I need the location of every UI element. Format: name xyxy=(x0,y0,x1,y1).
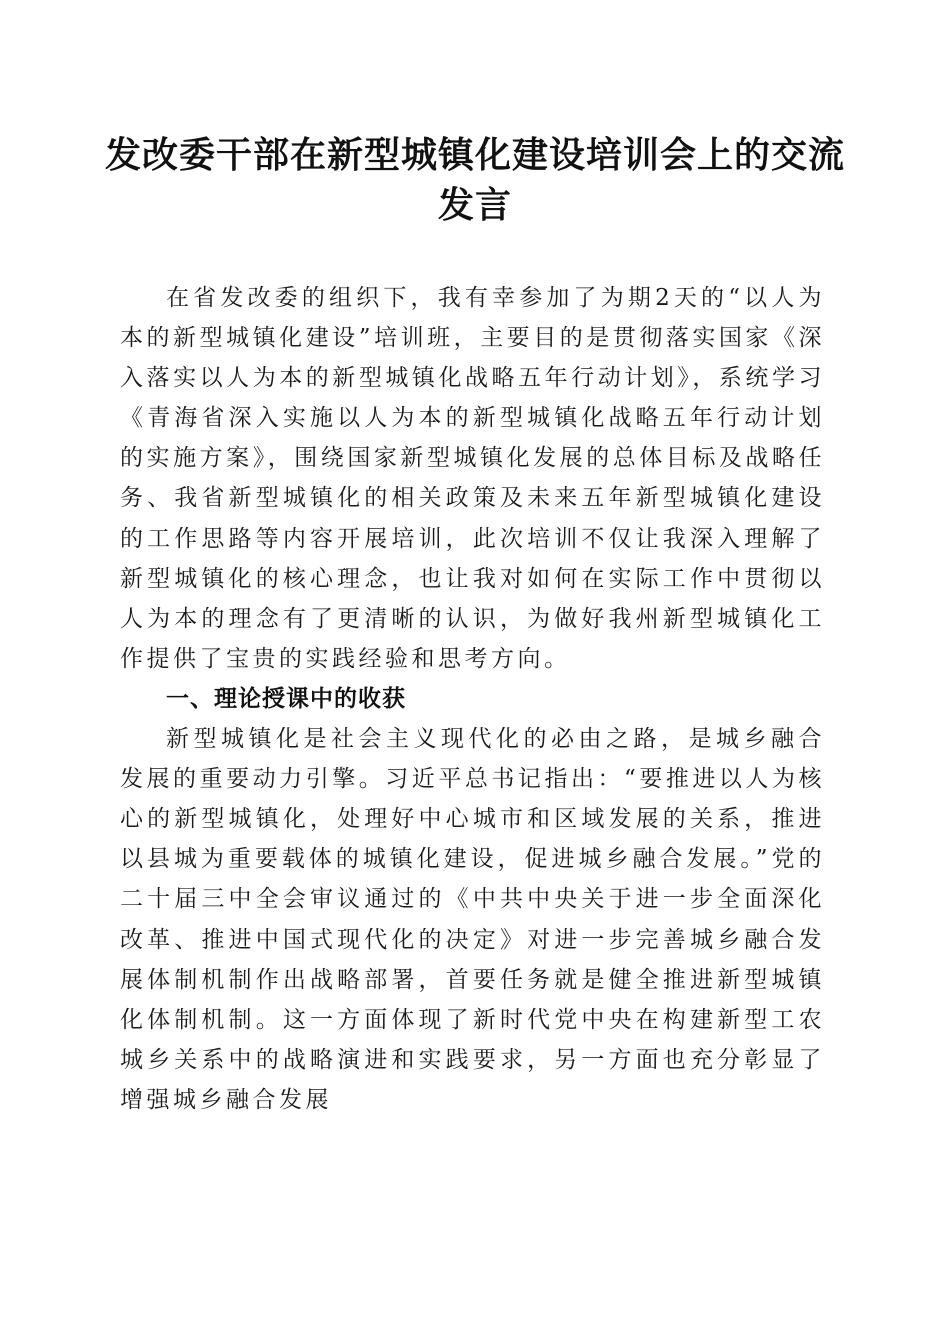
document-title: 发改委干部在新型城镇化建设培训会上的交流发言 xyxy=(104,134,845,226)
section-1-paragraph: 新型城镇化是社会主义现代化的必由之路，是城乡融合发展的重要动力引擎。习近平总书记指出：“要推进以人为核心的新型城镇化，处理好中心城市和区域发展的关系，推进以县城为重要载体的城镇化建设，促进城乡融合发展。”党的二十届三中全会审议通过的《中共中央关于进一步全面深化改革、推进中国式现代化的决定》对进一步完善城乡融合发展体制机制作出战略部署，首要任务就是健全推进新型城镇化体制机制。这一方面体现了新时代党中央在构建新型工农城乡关系中的战略演进和实践要求，另一方面也充分彰显了增强城乡融合发展 xyxy=(120,726,825,1113)
section-heading-1: 一、理论授课中的收获 xyxy=(166,685,406,712)
intro-paragraph: 在省发改委的组织下，我有幸参加了为期2天的“以人为本的新型城镇化建设”培训班，主要目的是贯彻落实国家《深入落实以人为本的新型城镇化战略五年行动计划》，系统学习《青海省深入实施以人为本的新型城镇化战略五年行动计划的实施方案》，围绕国家新型城镇化发展的总体目标及战略任务、我省新型城镇化的相关政策及未来五年新型城镇化建设的工作思路等内容开展培训，此次培训不仅让我深入理解了新型城镇化的核心理念，也让我对如何在实际工作中贯彻以人为本的理念有了更清晰的认识，为做好我州新型城镇化工作提供了宝贵的实践经验和思考方向。 xyxy=(120,285,825,672)
document-body xyxy=(120,278,825,1120)
